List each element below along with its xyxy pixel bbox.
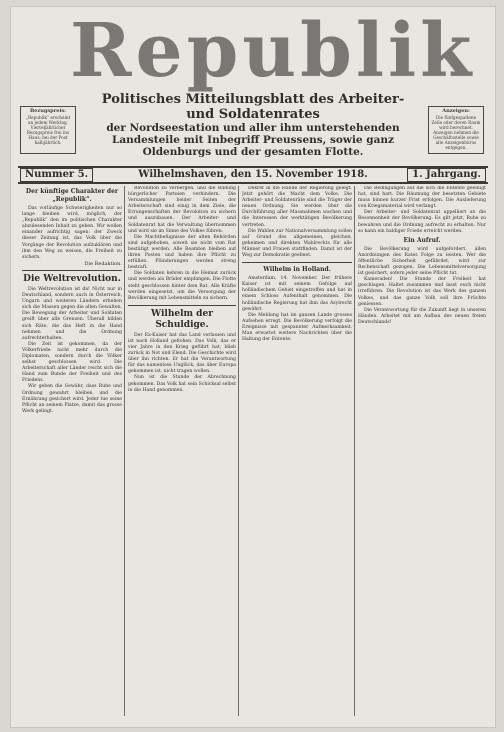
divider bbox=[22, 270, 122, 271]
dateline bbox=[18, 166, 488, 184]
subtitle-line-3: und der gesamten Flotte. bbox=[214, 146, 364, 158]
article-paragraph: Amsterdam, 14. November. Der frühere Kaiser ist mit seinem Gefolge auf holländischem Gebiet eingetroffen und hat in einem Schloss Aufenthalt genommen. Die holländische Regierung hat ihm das Asylrecht gewährt. bbox=[242, 276, 352, 312]
divider bbox=[242, 262, 352, 263]
article-heading: Die Weltrevolution. bbox=[23, 273, 121, 284]
article-paragraph: Revolution zu verbergen, und die Bildung bürgerlicher Parteien verhindern. Die Versammlungen beider Seiten der Arbeiterschaft sind einig in dem Ziele, die Errungenschaften der Revolution zu sichern und auszubauen. Der Arbeiter- und Soldatenrat hat die Verwaltung übernommen und wird sie im Sinne des Volkes führen. bbox=[128, 186, 236, 234]
article-paragraph: Die Wahlen zur Nationalversammlung sollen auf Grund des allgemeinen, gleichen, geheimen und direkten Wahlrechts für alle Männer und Frauen stattfinden. Damit ist der Weg zur Demokratie geebnet. bbox=[242, 228, 352, 259]
column-divider bbox=[354, 186, 355, 716]
article-paragraph: Nun ist die Stunde der Abrechnung gekommen. Das Volk hat sein Schicksal selbst in die Hand genommen. bbox=[128, 375, 236, 393]
article-paragraph: Der Arbeiter- und Soldatenrat appelliert an die Besonnenheit der Bevölkerung. Es gilt jetzt, Ruhe zu bewahren und die Ordnung aufrecht zu erhalten. Nur so kann ein baldiger Friede erreicht werden. bbox=[358, 210, 486, 234]
divider bbox=[128, 305, 236, 306]
article-heading: Wilhelm in Holland. bbox=[263, 266, 331, 274]
article-paragraph: Der Ex-Kaiser hat das Land verlassen und ist nach Holland geflohen. Das Volk, das er vier Jahre in den Krieg geführt hat, blieb zurück in Not und Elend. Die Geschichte wird über ihn richten. Er hat die Verantwortung für das namenlose Unglück, das über Europa gekommen ist, nicht tragen wollen. bbox=[128, 332, 236, 375]
column-divider bbox=[238, 186, 239, 716]
article-paragraph: Die Soldaten kehren in die Heimat zurück und werden als Brüder empfangen. Die Flotte steht geschlossen hinter dem Rat. Alle Kräfte werden eingesetzt, um die Versorgung der Bevölkerung mit Lebensmitteln zu sichern. bbox=[128, 271, 236, 301]
article-paragraph: Die Machtbefugnisse der alten Behörden sind aufgehoben, soweit sie nicht vom Rat bestätigt werden. Alle Beamten bleiben auf ihren Posten und haben ihre Pflicht zu erfüllen. Plünderungen werden streng bestraft. bbox=[128, 234, 236, 271]
advertising-heading: Anzeigen: bbox=[442, 108, 470, 114]
newspaper-page bbox=[10, 6, 496, 728]
subscription-heading: Bezugspreis: bbox=[29, 108, 67, 114]
article-paragraph: Das vorläufige Schwierigkeiten nur so lange bleiben wird, möglich, der „Republik“ den im politischen Charakter abzulesenden Inhalt zu geben. Wir wollen einander aufrichtig sagen: der Zweck dieser Zeitung ist, das Volk über die Vorgänge der Revolution aufzuklären und ihm den Weg zu weisen, die Freiheit zu sichern. bbox=[22, 206, 122, 260]
subscription-box bbox=[20, 106, 76, 154]
volume-label: 1. Jahrgang. bbox=[407, 168, 486, 182]
article-paragraph: Wir geben die Gewähr, dass Ruhe und Ordnung gewahrt bleiben und die Ernährung gesichert wird. Jeder tue seine Pflicht an seinem Platze, damit das grosse Werk gelingt. bbox=[22, 384, 122, 414]
subtitle-line-1: Politisches Mitteilungsblatt des Arbeiter- und Soldatenrates bbox=[101, 92, 405, 122]
newspaper-title: Republik bbox=[70, 8, 476, 94]
article-heading: Der künftige Charakter der „Republik“. bbox=[25, 188, 119, 203]
article-paragraph: Dekret in die Hände der Regierung gelegt. Jetzt gehört die Macht dem Volke. Die Arbeiter- und Soldatenräte sind die Träger der neuen Ordnung. Sie werden über die Durchführung aller Massnahmen wachen und die Interessen der werktätigen Bevölkerung vertreten. bbox=[242, 186, 352, 228]
column-1 bbox=[22, 186, 122, 716]
column-3 bbox=[242, 186, 352, 716]
article-signature: Die Redaktion. bbox=[84, 260, 122, 267]
subscription-text: „Republik“ erscheint an jedem Werktag. Vierteljährlicher Bezugspreis frei ins Haus; bei der Post halbjährlich. bbox=[25, 115, 71, 145]
article-paragraph: Die Weltrevolution ist da! Nicht nur in Deutschland, sondern auch in Österreich, Ungarn und weiteren Ländern erheben sich die Massen gegen die alten Gewalten. Die Bewegung der Arbeiter und Soldaten greift über alle Grenzen. Überall bilden sich Räte, die das Heft in die Hand nehmen und die Ordnung aufrechterhalten. bbox=[22, 286, 122, 341]
article-heading: Ein Aufruf. bbox=[403, 236, 441, 244]
article-paragraph: Die Bedingungen auf die sich die Entente geeinigt hat, sind hart. Die Räumung der besetzten Gebiete muss binnen kurzer Frist erfolgen. Die Auslieferung von Kriegsmaterial wird verlangt. bbox=[358, 186, 486, 210]
article-paragraph: Die Verantwortung für die Zukunft liegt in unseren Händen. Arbeitet mit am Aufbau des neuen freien Deutschlands! bbox=[358, 307, 486, 325]
column-2 bbox=[128, 186, 236, 716]
article-heading: Wilhelm der Schuldige. bbox=[151, 308, 213, 330]
column-divider bbox=[124, 186, 125, 716]
article-paragraph: Die Meldung hat im ganzen Lande grosses Aufsehen erregt. Die Bevölkerung verfolgt die Ereignisse mit gespannter Aufmerksamkeit. Man erwartet weitere Nachrichten über die Haltung der Entente. bbox=[242, 312, 352, 343]
article-paragraph: Kameraden! Die Stunde der Freiheit hat geschlagen. Haltet zusammen und lasst euch nicht irreführen. Die Revolution ist das Werk des ganzen Volkes, und das ganze Volk soll ihre Früchte geniessen. bbox=[358, 277, 486, 307]
subtitle bbox=[88, 92, 418, 158]
article-paragraph: Die Bevölkerung wird aufgefordert, allen Anordnungen des Rates Folge zu leisten. Wer die öffentliche Sicherheit gefährdet, wird zur Rechenschaft gezogen. Die Lebensmittelversorgung ist gesichert, sofern jeder seine Pflicht tut. bbox=[358, 246, 486, 277]
issue-number: Nummer 5. bbox=[20, 168, 93, 182]
advertising-text: Die fünfgespaltene Zeile oder deren Raum wird berechnet. Anzeigen nehmen die Geschäftsstelle sowie alle Anzeigenbüros entgegen. bbox=[431, 115, 481, 150]
issue-date: Wilhelmshaven, den 15. November 1918. bbox=[138, 169, 368, 180]
article-paragraph: Die Zeit ist gekommen, da der Völkerfriede nicht mehr durch die Diplomaten, sondern durch die Völker selbst geschlossen wird. Die Arbeiterschaft aller Länder reicht sich die Hand zum Bunde der Freiheit und des Friedens. bbox=[22, 341, 122, 384]
subtitle-line-2: der Nordseestation und aller ihm unterstehenden Landesteile mit Inbegriff Preussens, sowie ganz Oldenburgs bbox=[106, 122, 400, 158]
column-4 bbox=[358, 186, 486, 716]
advertising-box bbox=[428, 106, 484, 154]
masthead bbox=[10, 6, 496, 94]
